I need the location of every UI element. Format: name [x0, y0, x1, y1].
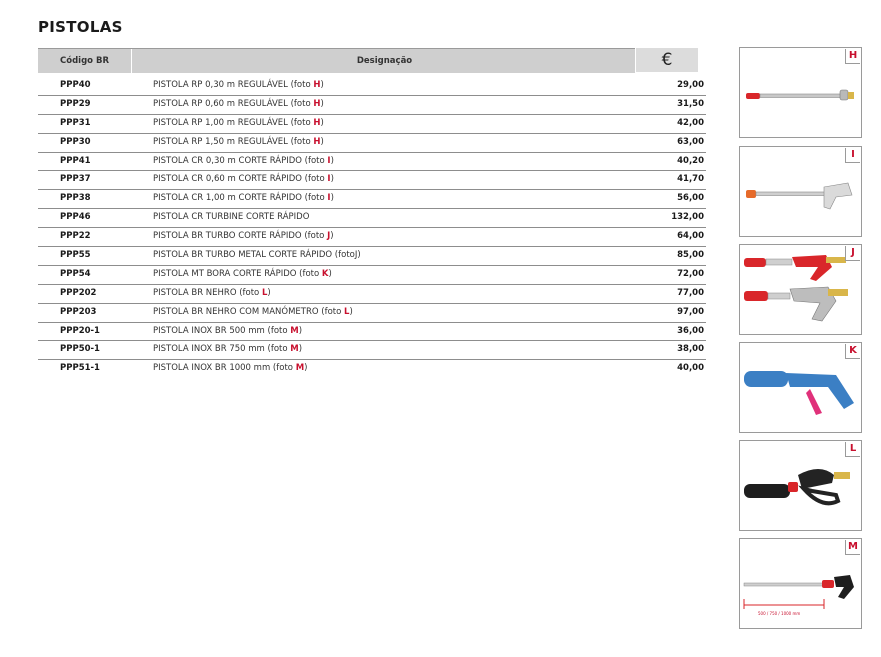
row-designation: PISTOLA CR 1,00 m CORTE RÁPIDO (foto I)	[153, 193, 334, 204]
table-row	[38, 266, 706, 285]
row-designation: PISTOLA BR TURBO METAL CORTE RÁPIDO (fotoJ)	[153, 250, 361, 261]
row-code: PPP41	[60, 155, 91, 166]
photo-j	[739, 244, 862, 335]
table-row	[38, 115, 706, 134]
row-code: PPP31	[60, 117, 91, 128]
table-row	[38, 77, 706, 96]
row-code: PPP55	[60, 250, 91, 261]
row-price: 64,00	[677, 231, 704, 242]
row-code: PPP54	[60, 268, 91, 279]
photo-label: I	[845, 148, 860, 163]
row-designation: PISTOLA INOX BR 750 mm (foto M)	[153, 344, 303, 355]
photo-label: M	[845, 540, 860, 555]
row-designation: PISTOLA INOX BR 1000 mm (foto M)	[153, 363, 308, 374]
row-price: 42,00	[677, 117, 704, 128]
table-row	[38, 153, 706, 172]
row-designation: PISTOLA RP 1,50 m REGULÁVEL (foto H)	[153, 136, 324, 147]
row-code: PPP30	[60, 136, 91, 147]
photo-label: L	[845, 442, 860, 457]
photo-h	[739, 47, 862, 138]
row-code: PPP37	[60, 174, 91, 185]
long-spray-lance-icon	[740, 48, 861, 137]
row-price: 97,00	[677, 306, 704, 317]
row-price: 85,00	[677, 250, 704, 261]
row-code: PPP40	[60, 80, 91, 90]
table-row	[38, 134, 706, 153]
row-code: PPP38	[60, 193, 91, 204]
row-designation: PISTOLA INOX BR 500 mm (foto M)	[153, 325, 303, 336]
row-price: 132,00	[671, 212, 704, 223]
row-code: PPP202	[60, 287, 97, 298]
table-header	[38, 48, 635, 73]
black-gun-icon	[740, 441, 861, 530]
table-row	[38, 209, 706, 228]
row-price: 29,00	[677, 80, 704, 90]
lance-length-caption: 500 / 750 / 1000 mm	[758, 611, 801, 616]
row-designation: PISTOLA RP 0,60 m REGULÁVEL (foto H)	[153, 98, 324, 109]
row-price: 41,70	[677, 174, 704, 185]
turbo-gun-icon	[740, 245, 861, 334]
row-price: 36,00	[677, 325, 704, 336]
photo-label: H	[845, 49, 860, 64]
row-designation: PISTOLA CR 0,60 m CORTE RÁPIDO (foto I)	[153, 174, 334, 185]
row-price: 38,00	[677, 344, 704, 355]
quick-cut-lance-icon	[740, 147, 861, 236]
euro-icon: €	[661, 50, 673, 70]
table-row	[38, 171, 706, 190]
photo-l	[739, 440, 862, 531]
row-code: PPP46	[60, 212, 91, 223]
row-code: PPP203	[60, 306, 97, 317]
row-price: 72,00	[677, 268, 704, 279]
row-price: 40,00	[677, 363, 704, 374]
page-title: PISTOLAS	[38, 18, 123, 36]
row-price: 77,00	[677, 287, 704, 298]
row-designation: PISTOLA BR TURBO CORTE RÁPIDO (foto J)	[153, 231, 334, 242]
photo-i	[739, 146, 862, 237]
row-code: PPP50-1	[60, 344, 100, 355]
row-designation: PISTOLA RP 1,00 m REGULÁVEL (foto H)	[153, 117, 324, 128]
header-designation: Designação	[131, 49, 637, 73]
photo-label: J	[845, 246, 860, 261]
blue-gun-icon	[740, 343, 861, 432]
row-price: 56,00	[677, 193, 704, 204]
table-row	[38, 323, 706, 342]
row-designation: PISTOLA BR NEHRO COM MANÓMETRO (foto L)	[153, 306, 353, 317]
header-price	[635, 48, 698, 72]
table-row	[38, 341, 706, 360]
row-price: 63,00	[677, 136, 704, 147]
photo-k	[739, 342, 862, 433]
table-row	[38, 247, 706, 266]
row-code: PPP51-1	[60, 363, 100, 374]
row-designation: PISTOLA RP 0,30 m REGULÁVEL (foto H)	[153, 80, 324, 90]
row-code: PPP20-1	[60, 325, 100, 336]
product-table	[38, 77, 706, 378]
table-row	[38, 304, 706, 323]
row-code: PPP22	[60, 231, 91, 242]
row-price: 40,20	[677, 155, 704, 166]
photo-m	[739, 538, 862, 629]
table-row	[38, 190, 706, 209]
row-designation: PISTOLA CR TURBINE CORTE RÁPIDO	[153, 212, 310, 223]
row-designation: PISTOLA CR 0,30 m CORTE RÁPIDO (foto I)	[153, 155, 334, 166]
table-row	[38, 360, 706, 378]
row-designation: PISTOLA BR NEHRO (foto L)	[153, 287, 271, 298]
row-price: 31,50	[677, 98, 704, 109]
header-code: Código BR	[60, 56, 109, 66]
row-designation: PISTOLA MT BORA CORTE RÁPIDO (foto K)	[153, 268, 332, 279]
table-row	[38, 228, 706, 247]
table-row	[38, 96, 706, 115]
table-row	[38, 285, 706, 304]
photo-label: K	[845, 344, 860, 359]
row-code: PPP29	[60, 98, 91, 109]
